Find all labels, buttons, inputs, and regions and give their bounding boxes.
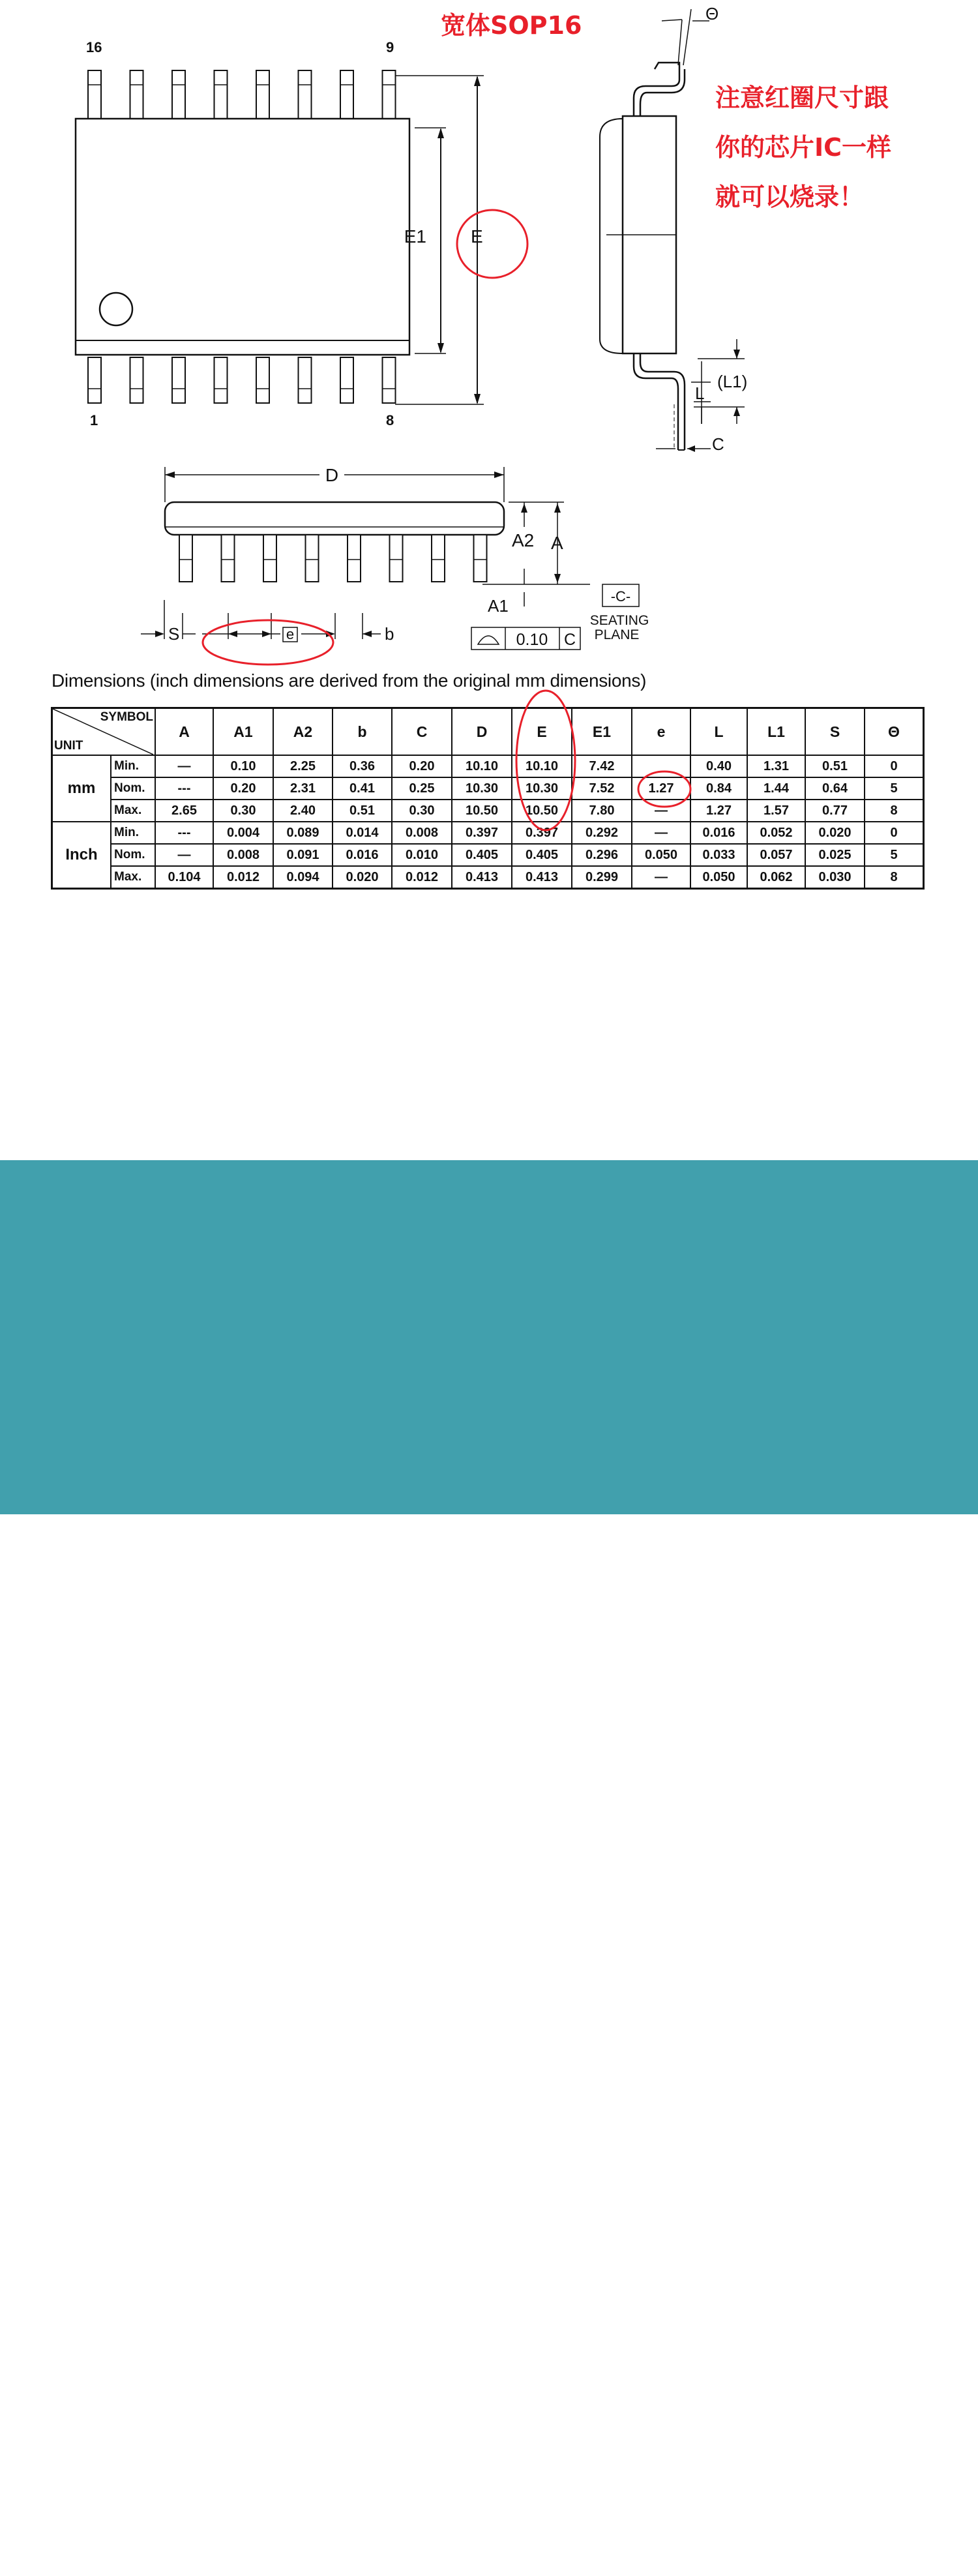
- table-cell: 0.030: [805, 866, 865, 889]
- section-banner-title: 产品参数: [77, 2471, 443, 2576]
- top-pin-lower: [215, 357, 228, 403]
- e-highlight-circle: [457, 210, 527, 278]
- table-cell: ---: [155, 822, 213, 844]
- table-cell: 0.012: [213, 866, 273, 889]
- table-cell: 0.014: [333, 822, 392, 844]
- top-pin-upper: [88, 70, 101, 119]
- table-cell: —: [632, 800, 690, 822]
- table-cell: 10.50: [512, 800, 572, 822]
- top-pin-upper: [299, 70, 312, 119]
- unit-cell: Inch: [52, 822, 111, 889]
- top-pin-lower: [88, 357, 101, 403]
- table-cell: 0.012: [392, 866, 452, 889]
- table-cell: ---: [155, 777, 213, 800]
- col-header-a2: A2: [273, 708, 333, 756]
- table-cell: 0.397: [512, 822, 572, 844]
- table-cell: 0.020: [805, 822, 865, 844]
- l1-label: (L1): [717, 372, 748, 391]
- table-cell: 0.091: [273, 844, 333, 866]
- section-banner: [0, 1160, 978, 2576]
- table-cell: 2.40: [273, 800, 333, 822]
- front-pin: [263, 535, 276, 582]
- row-label-cell: Nom.: [111, 777, 155, 800]
- table-cell: 10.50: [452, 800, 512, 822]
- theta-label: Θ: [705, 4, 719, 23]
- table-cell: 0.104: [155, 866, 213, 889]
- datum-c-label: -C-: [610, 588, 631, 605]
- row-label-cell: Nom.: [111, 844, 155, 866]
- table-cell: 0.010: [392, 844, 452, 866]
- package-body: [76, 119, 409, 355]
- table-cell: 0.008: [392, 822, 452, 844]
- table-cell: 7.42: [572, 755, 632, 777]
- front-body: [165, 502, 504, 535]
- row-label-cell: Max.: [111, 800, 155, 822]
- e-label: E: [471, 226, 483, 247]
- unit-cell: mm: [52, 755, 111, 822]
- table-cell: 0.008: [213, 844, 273, 866]
- table-corner-header: [52, 708, 156, 756]
- pitch-e-label: e: [286, 626, 295, 642]
- package-drawing: [0, 0, 978, 704]
- top-pin-lower: [383, 357, 396, 403]
- col-header-a: A: [155, 708, 213, 756]
- table-cell: 0.292: [572, 822, 632, 844]
- table-cell: 0.299: [572, 866, 632, 889]
- top-pin-upper: [383, 70, 396, 119]
- pin-8-label: 8: [386, 412, 394, 428]
- table-cell: 1.57: [747, 800, 805, 822]
- front-pin: [390, 535, 403, 582]
- table-cell: 0.016: [333, 844, 392, 866]
- s-label: S: [168, 624, 180, 644]
- table-cell: [632, 755, 690, 777]
- a2-label: A2: [512, 530, 535, 550]
- table-cell: 0.025: [805, 844, 865, 866]
- dimensions-table-body: [52, 755, 924, 889]
- table-cell: 10.30: [512, 777, 572, 800]
- top-view: [76, 70, 527, 404]
- row-label-cell: Min.: [111, 822, 155, 844]
- col-header-a1: A1: [213, 708, 273, 756]
- table-cell: 0.413: [452, 866, 512, 889]
- note-line-2: 你的芯片IC一样: [715, 133, 892, 162]
- b-label: b: [385, 624, 394, 644]
- table-cell: 1.31: [747, 755, 805, 777]
- table-cell: 0.050: [690, 866, 747, 889]
- col-header-c: C: [392, 708, 452, 756]
- top-pin-upper: [215, 70, 228, 119]
- front-pins: [179, 535, 487, 582]
- table-cell: 0.40: [690, 755, 747, 777]
- table-cell: 7.52: [572, 777, 632, 800]
- top-pins-lower: [88, 357, 396, 403]
- table-cell: 1.44: [747, 777, 805, 800]
- front-pin: [306, 535, 319, 582]
- col-header-e1: E1: [572, 708, 632, 756]
- top-pin-upper: [130, 70, 143, 119]
- table-cell: 0.77: [805, 800, 865, 822]
- table-cell: —: [632, 866, 690, 889]
- table-cell: 0.25: [392, 777, 452, 800]
- table-cell: 0.004: [213, 822, 273, 844]
- table-cell: 0.51: [333, 800, 392, 822]
- top-pin-lower: [172, 357, 185, 403]
- table-cell: 0.397: [452, 822, 512, 844]
- table-cell: 0.10: [213, 755, 273, 777]
- row-label-cell: Max.: [111, 866, 155, 889]
- front-pin: [348, 535, 361, 582]
- table-cell: —: [632, 822, 690, 844]
- table-cell: 0.405: [512, 844, 572, 866]
- c-label: C: [712, 434, 724, 454]
- table-cell: 0.84: [690, 777, 747, 800]
- table-cell: 5: [865, 844, 924, 866]
- col-header-l: L: [690, 708, 747, 756]
- table-row: [52, 755, 924, 777]
- table-cell: 0.64: [805, 777, 865, 800]
- table-cell: 2.25: [273, 755, 333, 777]
- table-cell: 0.089: [273, 822, 333, 844]
- table-cell: 8: [865, 800, 924, 822]
- dimensions-caption: Dimensions (inch dimensions are derived from the original mm dimensions): [52, 670, 647, 691]
- top-pin-upper: [256, 70, 269, 119]
- table-cell: 0: [865, 822, 924, 844]
- col-header-pitch-e: e: [632, 708, 690, 756]
- l-label: L: [695, 383, 705, 403]
- table-cell: 0.413: [512, 866, 572, 889]
- front-pin: [222, 535, 235, 582]
- table-cell: 0.296: [572, 844, 632, 866]
- table-cell: —: [155, 755, 213, 777]
- table-row: [52, 822, 924, 844]
- unit-header: UNIT: [54, 739, 83, 753]
- pin-16-label: 16: [86, 39, 102, 55]
- top-pin-upper: [172, 70, 185, 119]
- table-cell: 0.36: [333, 755, 392, 777]
- table-cell: 0.057: [747, 844, 805, 866]
- top-pin-lower: [130, 357, 143, 403]
- top-pin-upper: [340, 70, 353, 119]
- table-cell: 1.27: [690, 800, 747, 822]
- e1-label: E1: [404, 226, 426, 247]
- table-cell: —: [155, 844, 213, 866]
- table-row: [52, 866, 924, 889]
- table-cell: 0: [865, 755, 924, 777]
- row-label-cell: Min.: [111, 755, 155, 777]
- flatness-datum: C: [563, 631, 576, 649]
- table-cell: 0.052: [747, 822, 805, 844]
- package-title: 宽体SOP16: [441, 11, 582, 40]
- table-cell: 0.51: [805, 755, 865, 777]
- top-pins-upper: [88, 70, 396, 119]
- table-cell: 2.31: [273, 777, 333, 800]
- top-pin-lower: [299, 357, 312, 403]
- note-line-1: 注意红圈尺寸跟: [715, 83, 889, 112]
- table-row: [52, 777, 924, 800]
- a1-label: A1: [488, 596, 509, 616]
- front-pin: [474, 535, 487, 582]
- front-pin: [179, 535, 192, 582]
- table-cell: 8: [865, 866, 924, 889]
- top-pin-lower: [256, 357, 269, 403]
- top-pin-lower: [340, 357, 353, 403]
- table-cell: 10.10: [452, 755, 512, 777]
- col-header-theta: Θ: [865, 708, 924, 756]
- table-cell: 5: [865, 777, 924, 800]
- table-cell: 0.30: [213, 800, 273, 822]
- table-cell: 0.020: [333, 866, 392, 889]
- table-cell: 0.30: [392, 800, 452, 822]
- pitch-highlight-circle: [203, 620, 333, 665]
- a-label: A: [551, 533, 563, 553]
- table-cell: 0.41: [333, 777, 392, 800]
- seating-plane-line-2: PLANE: [594, 627, 640, 642]
- front-pin: [432, 535, 445, 582]
- table-cell: 10.30: [452, 777, 512, 800]
- table-cell: 0.094: [273, 866, 333, 889]
- note-line-3: 就可以烧录！: [715, 183, 865, 211]
- table-cell: 0.033: [690, 844, 747, 866]
- table-cell: 0.050: [632, 844, 690, 866]
- symbol-header: SYMBOL: [100, 710, 153, 724]
- pin-1-label: 1: [90, 412, 98, 428]
- table-cell: 2.65: [155, 800, 213, 822]
- table-cell: 0.20: [213, 777, 273, 800]
- d-label: D: [325, 465, 339, 485]
- table-cell: 0.405: [452, 844, 512, 866]
- table-cell: 10.10: [512, 755, 572, 777]
- table-row: [52, 800, 924, 822]
- table-cell: 0.016: [690, 822, 747, 844]
- pin-9-label: 9: [386, 39, 394, 55]
- table-row: [52, 844, 924, 866]
- table-cell: 0.062: [747, 866, 805, 889]
- col-header-s: S: [805, 708, 865, 756]
- table-cell: 7.80: [572, 800, 632, 822]
- col-header-d: D: [452, 708, 512, 756]
- col-header-b: b: [333, 708, 392, 756]
- flatness-value: 0.10: [516, 631, 548, 649]
- table-cell: 1.27: [632, 777, 690, 800]
- col-header-e: E: [512, 708, 572, 756]
- seating-plane-line-1: SEATING: [589, 613, 649, 628]
- note-text: [715, 83, 891, 211]
- dimensions-table: [51, 707, 925, 890]
- table-cell: 0.20: [392, 755, 452, 777]
- col-header-l1: L1: [747, 708, 805, 756]
